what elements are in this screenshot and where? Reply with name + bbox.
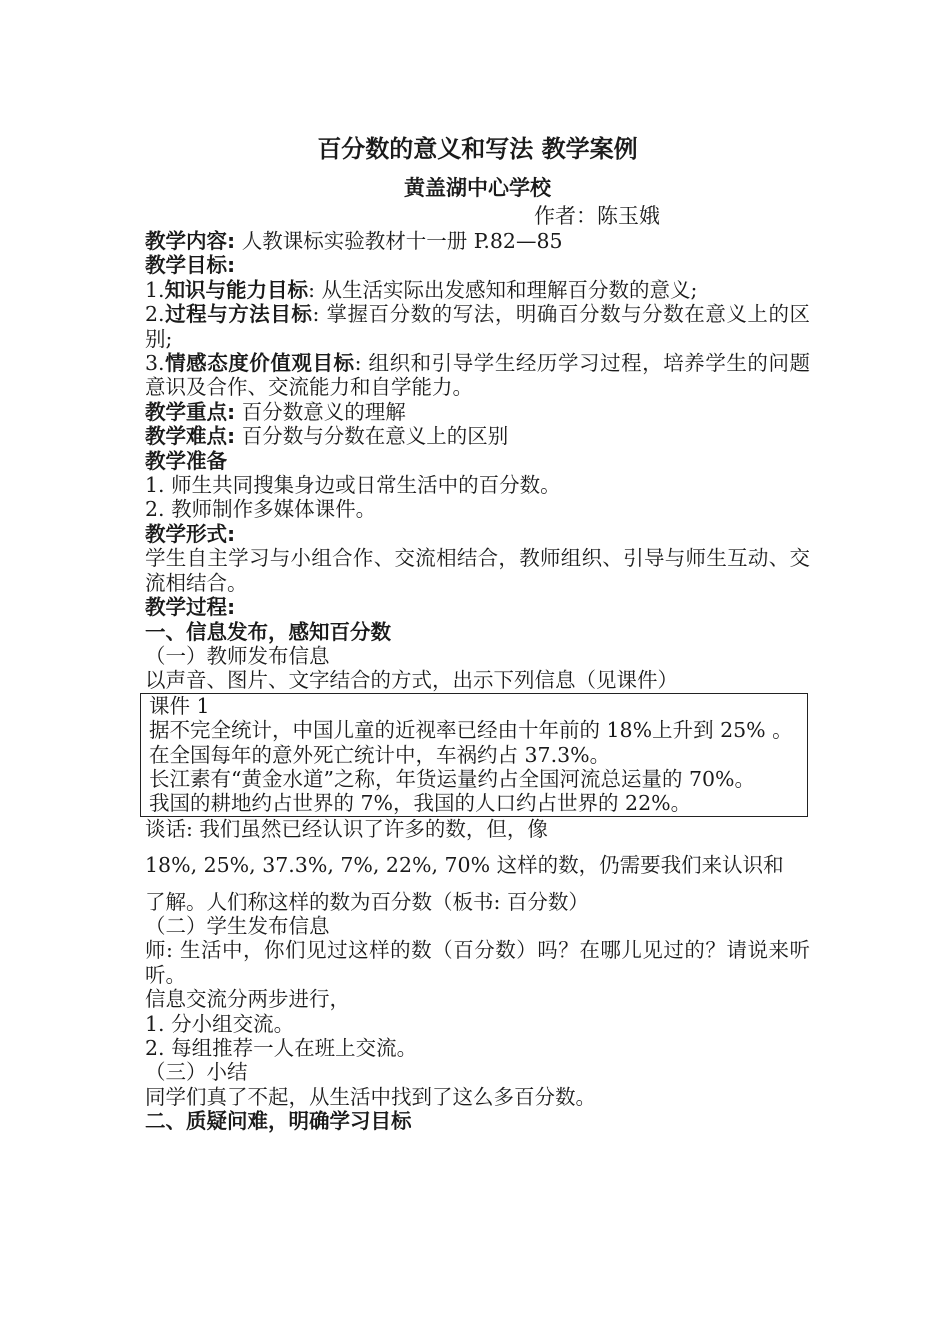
courseware-box bbox=[140, 693, 808, 817]
summary-text: 同学们真了不起，从生活中找到了这么多百分数。 bbox=[145, 1084, 596, 1109]
courseware-line-1: 据不完全统计，中国儿童的近视率已经由十年前的 18%上升到 25% 。 bbox=[149, 718, 793, 743]
talk-line-3: 了解。人们称这样的数为百分数（板书: 百分数） bbox=[145, 889, 589, 914]
goal-2-text: : 掌握百分数的写法，明确百分数与分数在意义上的区别; bbox=[145, 302, 811, 351]
form-text: 学生自主学习与小组合作、交流相结合，教师组织、引导与师生互动、交流相结合。 bbox=[145, 546, 810, 595]
form-heading: 教学形式: bbox=[145, 521, 236, 546]
prep-item-1: 1. 师生共同搜集身边或日常生活中的百分数。 bbox=[145, 473, 561, 498]
courseware-line-2: 在全国每年的意外死亡统计中，车祸约占 37.3%。 bbox=[149, 742, 611, 767]
difficulty-label: 教学难点: bbox=[145, 424, 236, 449]
talk-line-2: 18%, 25%, 37.3%, 7%, 22%, 70% 这样的数，仍需要我们来认识和 bbox=[145, 853, 784, 878]
goal-3-label: 情感态度价值观目标 bbox=[164, 351, 355, 376]
goal-2-num: 2. bbox=[145, 302, 165, 327]
goal-1-label: 知识与能力目标 bbox=[164, 277, 309, 302]
goal-1-num: 1. bbox=[145, 277, 165, 302]
section-1-heading: 一、信息发布，感知百分数 bbox=[145, 619, 391, 644]
prep-heading: 教学准备 bbox=[145, 448, 227, 473]
author-line: 作者：陈玉娥 bbox=[534, 204, 660, 228]
teaching-content-label: 教学内容: bbox=[145, 229, 236, 253]
key-point bbox=[145, 400, 810, 424]
goal-3-num: 3. bbox=[145, 351, 165, 376]
goal-2 bbox=[145, 302, 810, 351]
goal-1-text: : 从生活实际出发感知和理解百分数的意义; bbox=[308, 277, 698, 302]
courseware-line-3: 长江素有“黄金水道”之称，年货运量约占全国河流总运量的 70%。 bbox=[149, 766, 756, 791]
subsection-3: （三）小结 bbox=[145, 1060, 248, 1085]
school-name: 黄盖湖中心学校 bbox=[404, 176, 551, 200]
exchange-step-2: 2. 每组推荐一人在班上交流。 bbox=[145, 1036, 418, 1060]
process-intro: 以声音、图片、文字结合的方式，出示下列信息（见课件） bbox=[145, 668, 678, 693]
talk-line-1: 谈话: 我们虽然已经认识了许多的数，但，像 bbox=[145, 816, 548, 841]
page-title: 百分数的意义和写法 教学案例 bbox=[317, 135, 638, 163]
key-point-text: 百分数意义的理解 bbox=[235, 399, 406, 424]
teaching-content-text: 人教课标实验教材十一册 P.82—85 bbox=[235, 229, 563, 253]
difficulty bbox=[145, 424, 810, 448]
goal-1 bbox=[145, 278, 810, 302]
exchange-step-1: 1. 分小组交流。 bbox=[145, 1011, 295, 1036]
teaching-content bbox=[145, 229, 810, 253]
key-point-label: 教学重点: bbox=[145, 399, 236, 424]
exchange-intro: 信息交流分两步进行， bbox=[145, 987, 350, 1012]
goal-2-label: 过程与方法目标 bbox=[164, 302, 313, 327]
subsection-2: （二）学生发布信息 bbox=[145, 913, 330, 938]
courseware-line-4: 我国的耕地约占世界的 7%，我国的人口约占世界的 22%。 bbox=[149, 791, 692, 816]
subsection-1: （一）教师发布信息 bbox=[145, 643, 330, 668]
process-heading: 教学过程: bbox=[145, 595, 236, 620]
document-page bbox=[145, 130, 810, 1134]
difficulty-text: 百分数与分数在意义上的区别 bbox=[235, 424, 509, 449]
goals-heading: 教学目标: bbox=[145, 253, 236, 278]
goal-3-text: : 组织和引导学生经历学习过程，培养学生的问题意识及合作、交流能力和自学能力。 bbox=[145, 351, 811, 400]
prep-item-2: 2. 教师制作多媒体课件。 bbox=[145, 497, 377, 522]
goal-3 bbox=[145, 351, 810, 400]
courseware-title: 课件 1 bbox=[149, 693, 210, 718]
teacher-question: 师: 生活中，你们见过这样的数（百分数）吗？在哪儿见过的？请说来听听。 bbox=[145, 938, 810, 987]
section-2-heading: 二、质疑问难，明确学习目标 bbox=[145, 1109, 412, 1134]
